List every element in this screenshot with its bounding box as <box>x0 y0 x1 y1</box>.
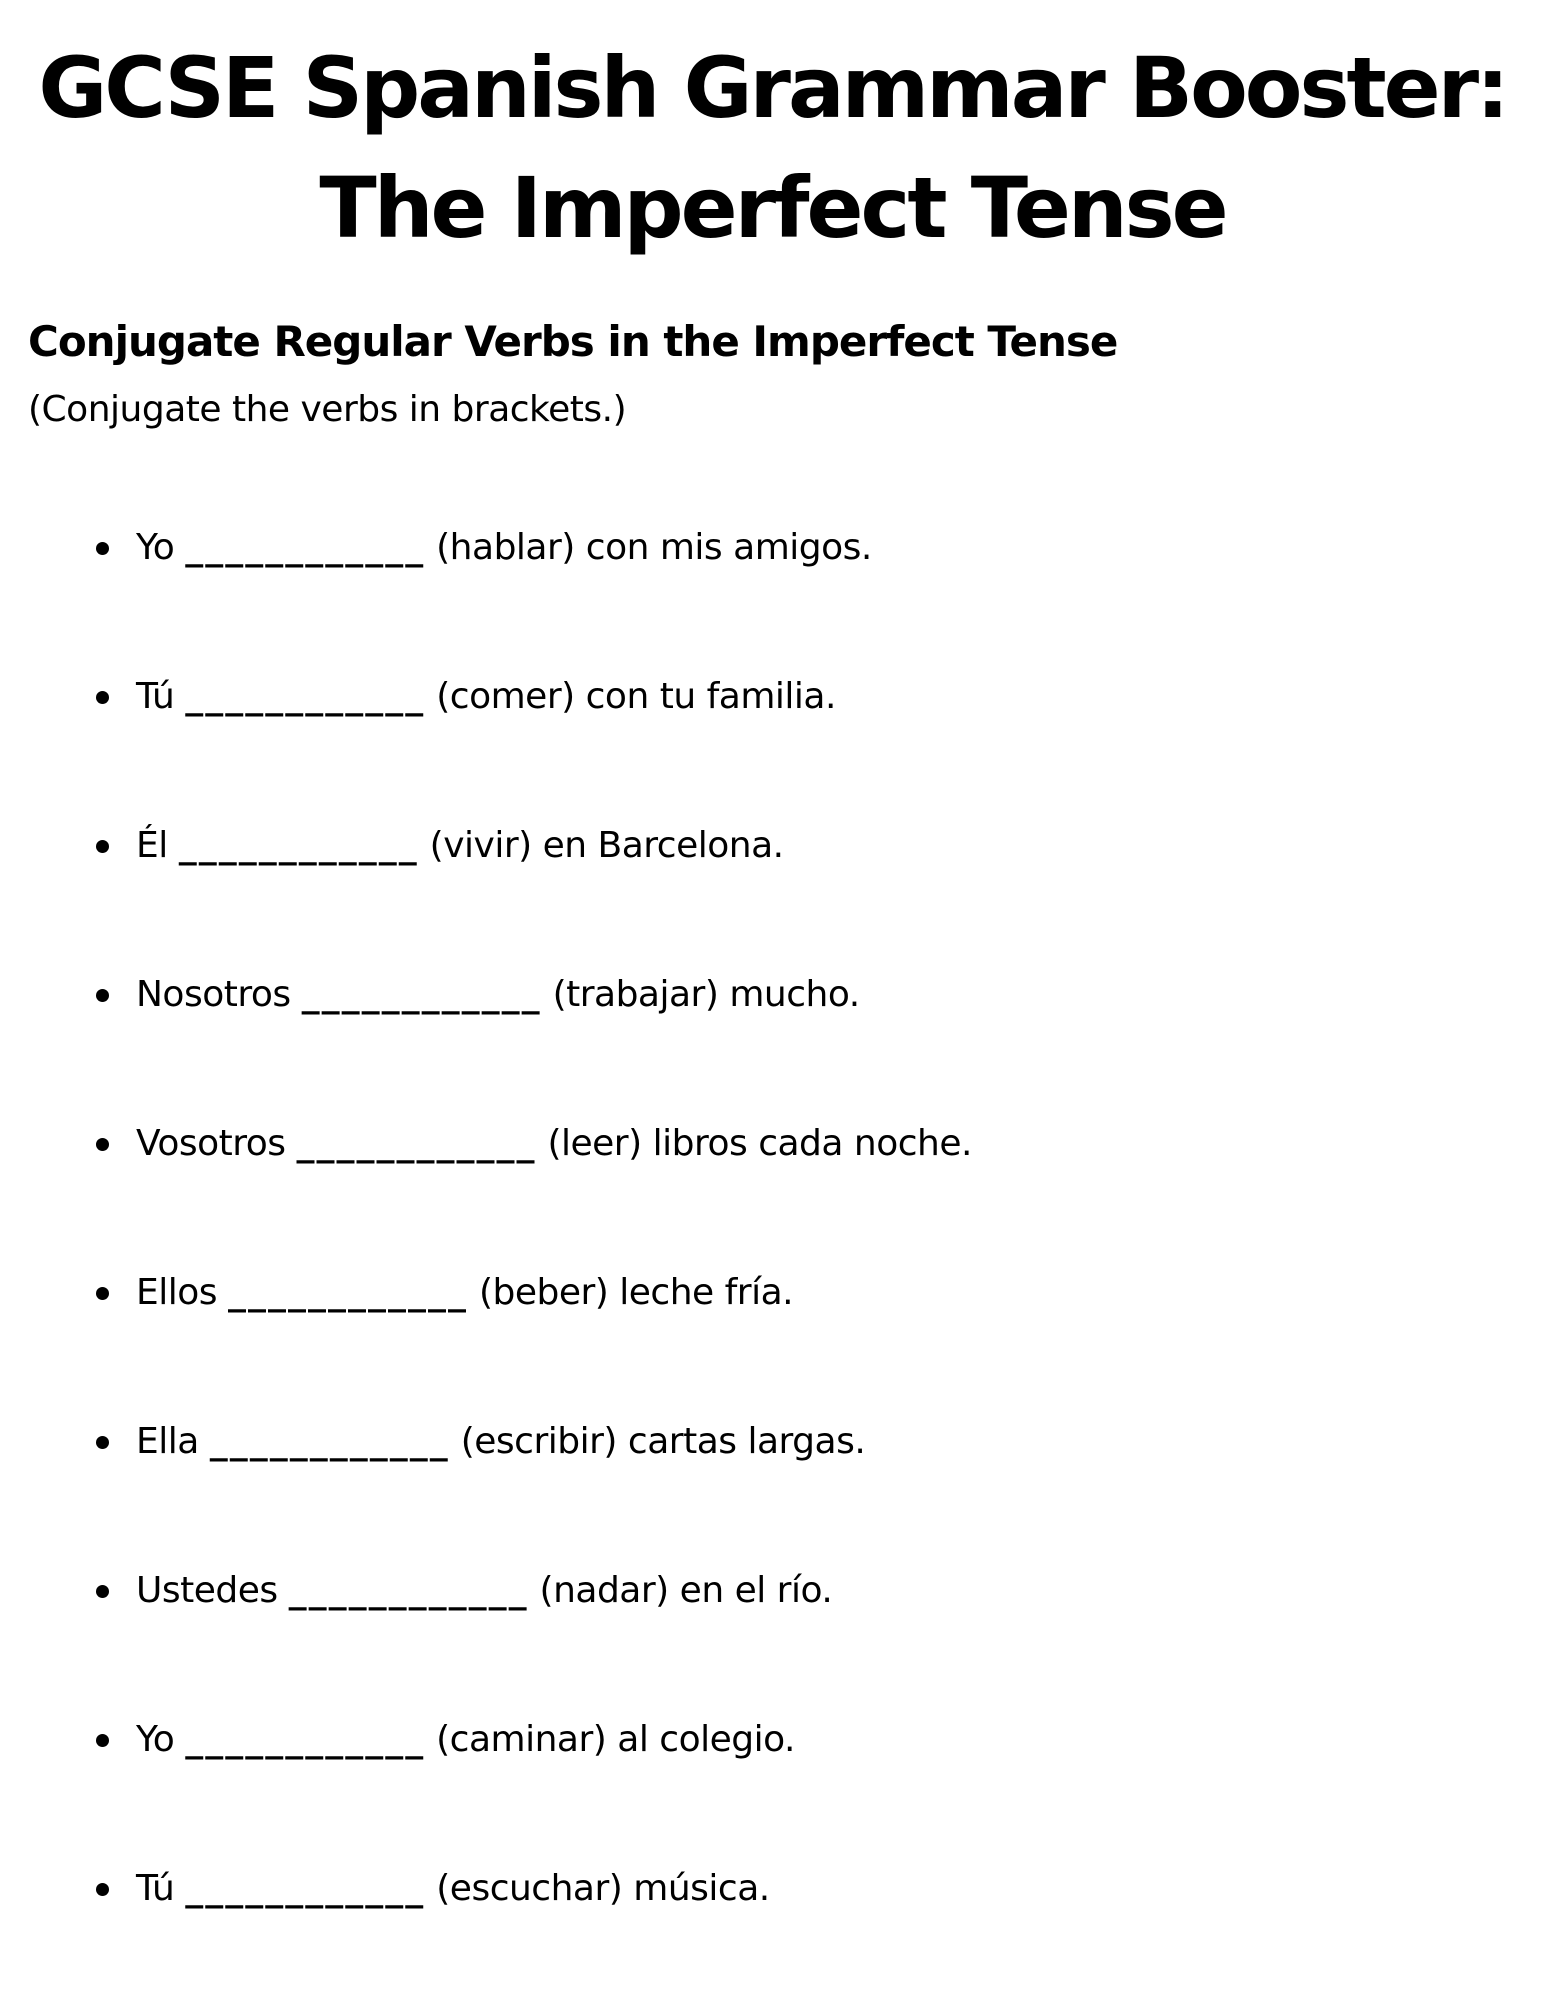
verb-infinitive: (escuchar) <box>436 1868 623 1909</box>
bullet-icon <box>96 1138 109 1151</box>
subject: Nosotros <box>136 974 291 1015</box>
exercise-item-1 <box>0 518 972 667</box>
exercise-item-5 <box>0 1114 972 1263</box>
bullet-icon <box>96 1883 109 1896</box>
exercise-item-2 <box>0 667 972 816</box>
subject: Ustedes <box>136 1570 278 1611</box>
exercise-item-3 <box>0 816 972 965</box>
answer-blank[interactable]: ____________ <box>185 527 426 568</box>
exercise-list <box>0 518 972 2008</box>
title-line-2: The Imperfect Tense <box>319 159 1226 257</box>
subject: Tú <box>136 676 175 717</box>
title-line-1: GCSE Spanish Grammar Booster: <box>38 39 1507 137</box>
exercise-item-10 <box>0 1859 972 2008</box>
verb-infinitive: (caminar) <box>436 1719 607 1760</box>
answer-blank[interactable]: ____________ <box>296 1123 537 1164</box>
exercise-item-4 <box>0 965 972 1114</box>
subject: Él <box>136 825 168 866</box>
sentence-rest: cartas largas. <box>627 1421 866 1462</box>
verb-infinitive: (hablar) <box>436 527 575 568</box>
subject: Ellos <box>136 1272 218 1313</box>
verb-infinitive: (nadar) <box>539 1570 669 1611</box>
bullet-icon <box>96 691 109 704</box>
page-title <box>0 28 1545 268</box>
exercise-item-6 <box>0 1263 972 1412</box>
answer-blank[interactable]: ____________ <box>288 1570 529 1611</box>
bullet-icon <box>96 840 109 853</box>
bullet-icon <box>96 989 109 1002</box>
subject: Tú <box>136 1868 175 1909</box>
sentence-rest: música. <box>633 1868 770 1909</box>
sentence-rest: en el río. <box>679 1570 833 1611</box>
section-heading: Conjugate Regular Verbs in the Imperfect Tense <box>28 317 1118 366</box>
bullet-icon <box>96 1436 109 1449</box>
bullet-icon <box>96 542 109 555</box>
answer-blank[interactable]: ____________ <box>178 825 419 866</box>
answer-blank[interactable]: ____________ <box>185 676 426 717</box>
exercise-item-8 <box>0 1561 972 1710</box>
instruction-text: (Conjugate the verbs in brackets.) <box>28 389 627 430</box>
answer-blank[interactable]: ____________ <box>185 1868 426 1909</box>
sentence-rest: con mis amigos. <box>585 527 872 568</box>
sentence-rest: libros cada noche. <box>652 1123 972 1164</box>
verb-infinitive: (leer) <box>547 1123 642 1164</box>
verb-infinitive: (vivir) <box>429 825 532 866</box>
sentence-rest: en Barcelona. <box>542 825 784 866</box>
sentence-rest: al colegio. <box>617 1719 795 1760</box>
sentence-rest: leche fría. <box>619 1272 794 1313</box>
exercise-item-7 <box>0 1412 972 1561</box>
answer-blank[interactable]: ____________ <box>185 1719 426 1760</box>
answer-blank[interactable]: ____________ <box>209 1421 450 1462</box>
sentence-rest: con tu familia. <box>585 676 836 717</box>
verb-infinitive: (trabajar) <box>552 974 719 1015</box>
answer-blank[interactable]: ____________ <box>301 974 542 1015</box>
subject: Yo <box>136 527 175 568</box>
subject: Ella <box>136 1421 199 1462</box>
exercise-item-9 <box>0 1710 972 1859</box>
subject: Vosotros <box>136 1123 286 1164</box>
subject: Yo <box>136 1719 175 1760</box>
sentence-rest: mucho. <box>729 974 860 1015</box>
bullet-icon <box>96 1734 109 1747</box>
answer-blank[interactable]: ____________ <box>227 1272 468 1313</box>
bullet-icon <box>96 1287 109 1300</box>
verb-infinitive: (comer) <box>436 676 575 717</box>
bullet-icon <box>96 1585 109 1598</box>
verb-infinitive: (beber) <box>478 1272 609 1313</box>
verb-infinitive: (escribir) <box>460 1421 617 1462</box>
